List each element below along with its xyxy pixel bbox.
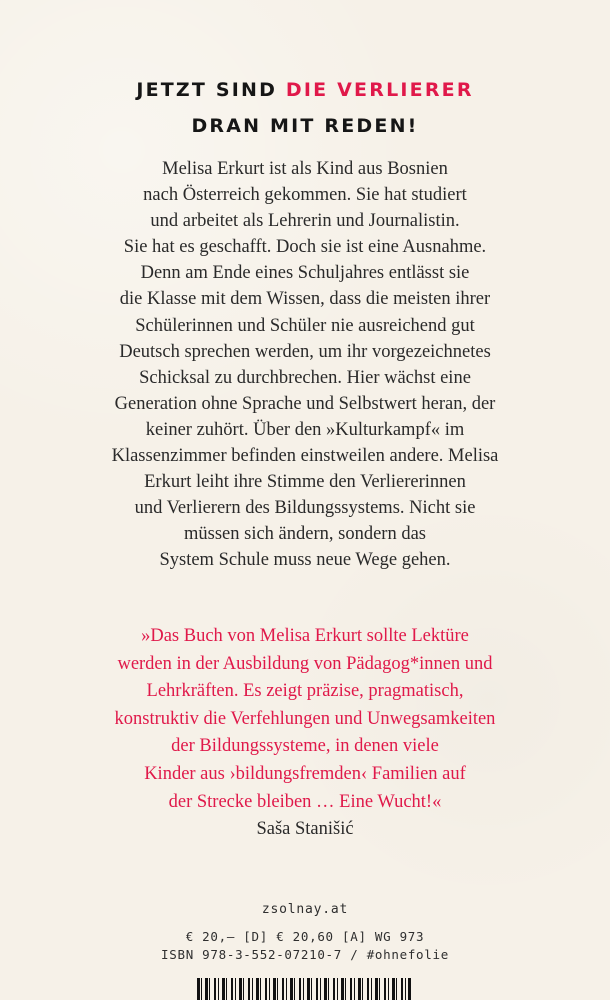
publisher-website: zsolnay.at bbox=[261, 902, 349, 917]
quote-line: der Bildungssysteme, in denen viele bbox=[171, 736, 439, 757]
headline bbox=[0, 72, 610, 144]
description-line: Deutsch sprechen werden, um ihr vorgezeichnetes bbox=[119, 341, 491, 362]
quote-line: der Strecke bleiben … Eine Wucht!« bbox=[168, 791, 442, 812]
headline-accent: DIE VERLIERER bbox=[285, 79, 474, 101]
description-line: keiner zuhört. Über den »Kulturkampf« im bbox=[145, 419, 465, 440]
review-quote bbox=[0, 623, 610, 816]
description-line: Generation ohne Sprache und Selbstwert heran, der bbox=[114, 393, 496, 414]
description-line: System Schule muss neue Wege gehen. bbox=[159, 550, 451, 571]
headline-prefix: JETZT SIND bbox=[136, 79, 286, 101]
description-line: Sie hat es geschafft. Doch sie ist eine Ausnahme. bbox=[123, 237, 487, 258]
description-line: Klassenzimmer befinden einstweilen andere. Melisa bbox=[111, 446, 499, 467]
description-line: Erkurt leiht ihre Stimme den Verliererinnen bbox=[144, 472, 466, 493]
description-line: Schicksal zu durchbrechen. Hier wächst eine bbox=[139, 367, 471, 388]
quote-line: »Das Buch von Melisa Erkurt sollte Lektüre bbox=[141, 626, 469, 646]
description-text bbox=[0, 156, 610, 574]
headline-line-1 bbox=[0, 72, 610, 108]
description-line: müssen sich ändern, sondern das bbox=[184, 524, 426, 545]
quote-author: Saša Stanišić bbox=[256, 819, 354, 839]
barcode bbox=[197, 978, 411, 1000]
quote-line: Kinder aus ›bildungsfremden‹ Familien auf bbox=[144, 763, 466, 784]
description-line: Schülerinnen und Schüler nie ausreichend gut bbox=[135, 315, 475, 336]
quote-line: Lehrkräften. Es zeigt präzise, pragmatisch, bbox=[146, 681, 464, 702]
description-line: nach Österreich gekommen. Sie hat studiert bbox=[143, 185, 467, 206]
description-line: Melisa Erkurt ist als Kind aus Bosnien bbox=[162, 159, 448, 179]
description-line: die Klasse mit dem Wissen, dass die meisten ihrer bbox=[119, 289, 491, 310]
price-line: € 20,– [D] € 20,60 [A] WG 973 bbox=[185, 929, 425, 944]
description-line: und Verlierern des Bildungssystems. Nicht sie bbox=[134, 498, 476, 519]
quote-line: konstruktiv die Verfehlungen und Unwegsamkeiten bbox=[114, 708, 496, 729]
description-line: Denn am Ende eines Schuljahres entlässt sie bbox=[140, 263, 470, 284]
description-line: und arbeitet als Lehrerin und Journalistin. bbox=[150, 211, 460, 232]
quote-line: werden in der Ausbildung von Pädagog*innen und bbox=[117, 653, 493, 674]
headline-line-2: DRAN MIT REDEN! bbox=[191, 115, 419, 137]
isbn-line: ISBN 978-3-552-07210-7 / #ohnefolie bbox=[161, 947, 449, 962]
